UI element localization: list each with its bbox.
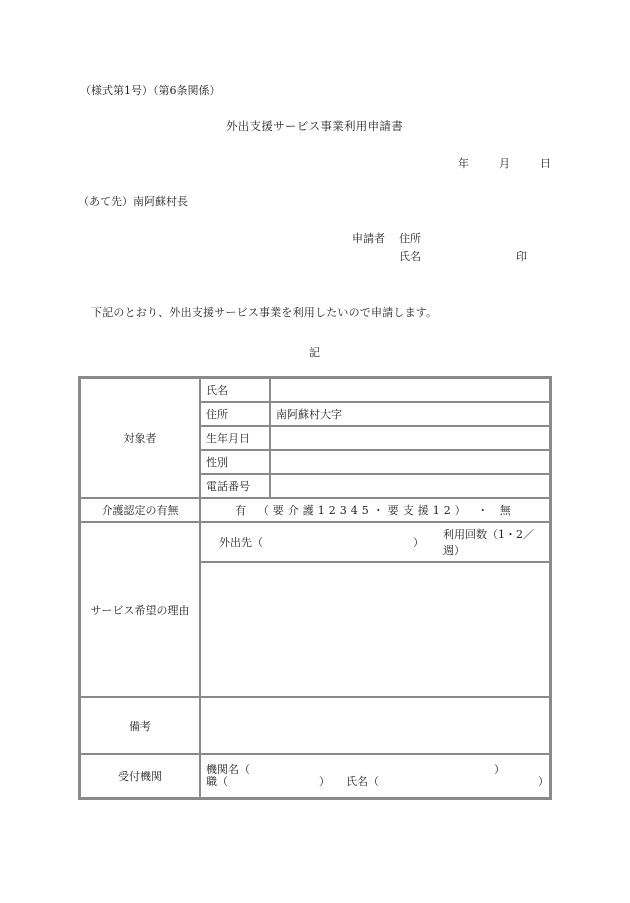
name-label-cell (200, 378, 270, 402)
org-close-paren: ） (494, 763, 505, 776)
gender-label-cell (200, 450, 270, 474)
care-cert-field[interactable] (200, 498, 550, 522)
birthdate-field[interactable] (270, 426, 550, 450)
applicant-block (352, 230, 542, 266)
care-cert-label-cell (80, 498, 200, 522)
destination-field[interactable] (200, 522, 550, 562)
birthdate-label: 生年月日 (206, 432, 250, 445)
gender-field[interactable] (270, 450, 550, 474)
reception-field[interactable] (200, 754, 550, 798)
subject-label: 対象者 (123, 432, 157, 445)
date-line (458, 155, 551, 171)
remarks-label-cell (80, 697, 200, 754)
address-value: 南阿蘇村大字 (276, 408, 342, 421)
applicant-name-label: 氏名 (399, 250, 421, 263)
month-label: 月 (499, 157, 510, 170)
position-close-paren: ） (319, 775, 330, 788)
applicant-address-label: 住所 (399, 232, 421, 245)
subject-label-cell (80, 378, 200, 498)
address-field[interactable] (270, 402, 550, 426)
reason-label: サービス希望の理由 (90, 603, 190, 617)
destination-close-paren: ） (413, 536, 424, 549)
year-label: 年 (458, 157, 469, 170)
reason-body-field[interactable] (200, 562, 550, 697)
org-label: 機関名（ (206, 763, 250, 776)
reception-name-close-paren: ） (538, 775, 549, 788)
addressee: （あて先）南阿蘇村長 (78, 195, 188, 208)
applicant-label: 申請者 (352, 232, 385, 245)
name-label: 氏名 (206, 384, 228, 397)
care-cert-options: 有 （要介護12345・要支援12） ・ 無 (235, 504, 515, 517)
care-cert-label: 介護認定の有無 (101, 504, 179, 517)
reception-label: 受付機関 (118, 770, 162, 783)
phone-label: 電話番号 (206, 480, 250, 493)
birthdate-label-cell (200, 426, 270, 450)
phone-label-cell (200, 474, 270, 498)
address-label-cell (200, 402, 270, 426)
position-label: 職（ (206, 775, 228, 788)
application-table (78, 376, 552, 800)
reason-label-cell (80, 522, 200, 697)
day-label: 日 (540, 157, 551, 170)
seal-mark: 印 (516, 250, 527, 263)
destination-label: 外出先（ (219, 536, 263, 549)
document-title: 外出支援サービス事業利用申請書 (226, 119, 403, 133)
position-name-line (206, 775, 549, 788)
form-number: （様式第1号）（第6条関係） (80, 84, 221, 97)
frequency-label: 利用回数（1・2／週） (443, 528, 534, 557)
gender-label: 性別 (206, 456, 228, 469)
address-label: 住所 (206, 408, 228, 421)
remarks-field[interactable] (200, 697, 550, 754)
phone-field[interactable] (270, 474, 550, 498)
name-field[interactable] (270, 378, 550, 402)
intro-text: 下記のとおり、外出支援サービス事業を利用したいので申請します。 (91, 306, 438, 319)
reception-name-label: 氏名（ (346, 775, 379, 788)
remarks-label: 備考 (129, 719, 151, 733)
ki-heading: 記 (309, 346, 320, 359)
reception-label-cell (80, 754, 200, 798)
